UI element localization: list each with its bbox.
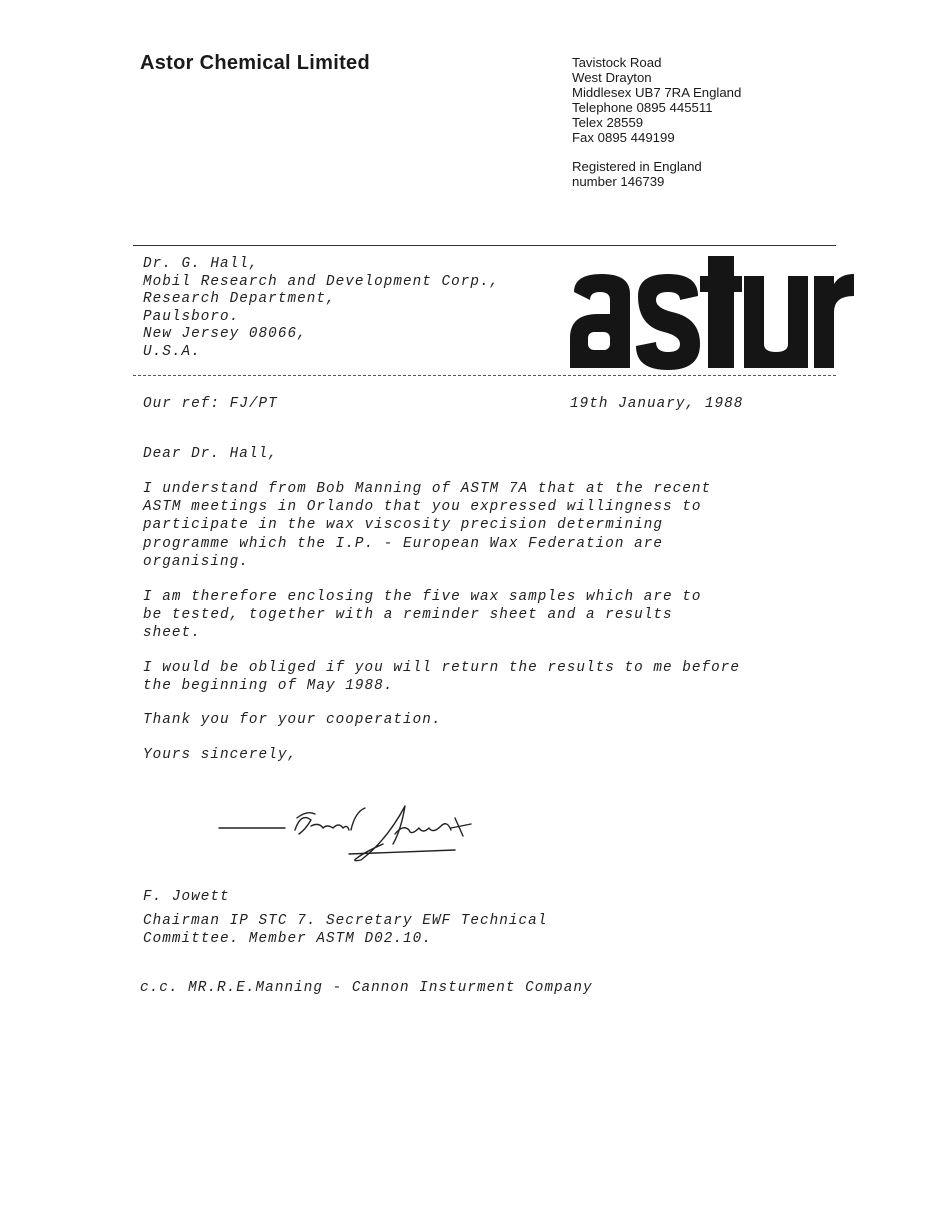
carbon-copy-line: c.c. MR.R.E.Manning - Cannon Insturment Company [140,980,593,996]
body-line: ASTM meetings in Orlando that you expressed willingness to [143,499,702,516]
signatory-title-line: Committee. Member ASTM D02.10. [143,931,432,948]
address-line: West Drayton [572,70,652,85]
address-line: Fax 0895 449199 [572,130,675,145]
astor-logo [568,252,854,372]
recipient-address [143,256,499,362]
body-line: sheet. [143,625,201,642]
thank-you-line: Thank you for your cooperation. [143,712,442,728]
body-paragraph-1 [143,480,711,571]
body-paragraph-3 [143,659,740,695]
recipient-line: Mobil Research and Development Corp., [143,273,500,290]
body-line: programme which the I.P. - European Wax Federation are [143,535,663,552]
address-line: Tavistock Road [572,55,662,70]
body-line: organising. [143,553,249,570]
registration-line: Registered in England [572,159,702,174]
salutation: Dear Dr. Hall, [143,446,278,462]
closing-line: Yours sincerely, [143,747,298,763]
address-divider [133,375,836,376]
body-line: be tested, together with a reminder sheet and a results [143,607,673,624]
body-line: the beginning of May 1988. [143,678,394,695]
recipient-line: New Jersey 08066, [143,326,307,343]
recipient-line: Research Department, [143,291,336,308]
signatory-title-line: Chairman IP STC 7. Secretary EWF Technical [143,913,548,929]
address-line: Telex 28559 [572,115,644,130]
body-paragraph-2 [143,588,702,643]
our-reference: Our ref: FJ/PT [143,396,278,412]
recipient-line: U.S.A. [143,343,201,360]
company-registration [572,159,702,189]
body-line: participate in the wax viscosity precision determining [143,517,663,534]
company-address [572,55,741,145]
address-line: Telephone 0895 445511 [572,100,713,115]
header-divider [133,245,836,246]
registration-line: number 146739 [572,174,665,189]
address-line: Middlesex UB7 7RA England [572,85,742,100]
recipient-line: Dr. G. Hall, [143,256,259,272]
company-name: Astor Chemical Limited [140,52,370,74]
body-line: I am therefore enclosing the five wax samples which are to [143,589,702,605]
signatory-name: F. Jowett [143,889,230,905]
body-line: I would be obliged if you will return the results to me before [143,660,741,676]
body-line: I understand from Bob Manning of ASTM 7A that at the recent [143,481,712,497]
signature-scribble [215,800,485,870]
recipient-line: Paulsboro. [143,308,240,325]
letter-date: 19th January, 1988 [570,396,744,412]
signatory-titles [143,912,547,948]
